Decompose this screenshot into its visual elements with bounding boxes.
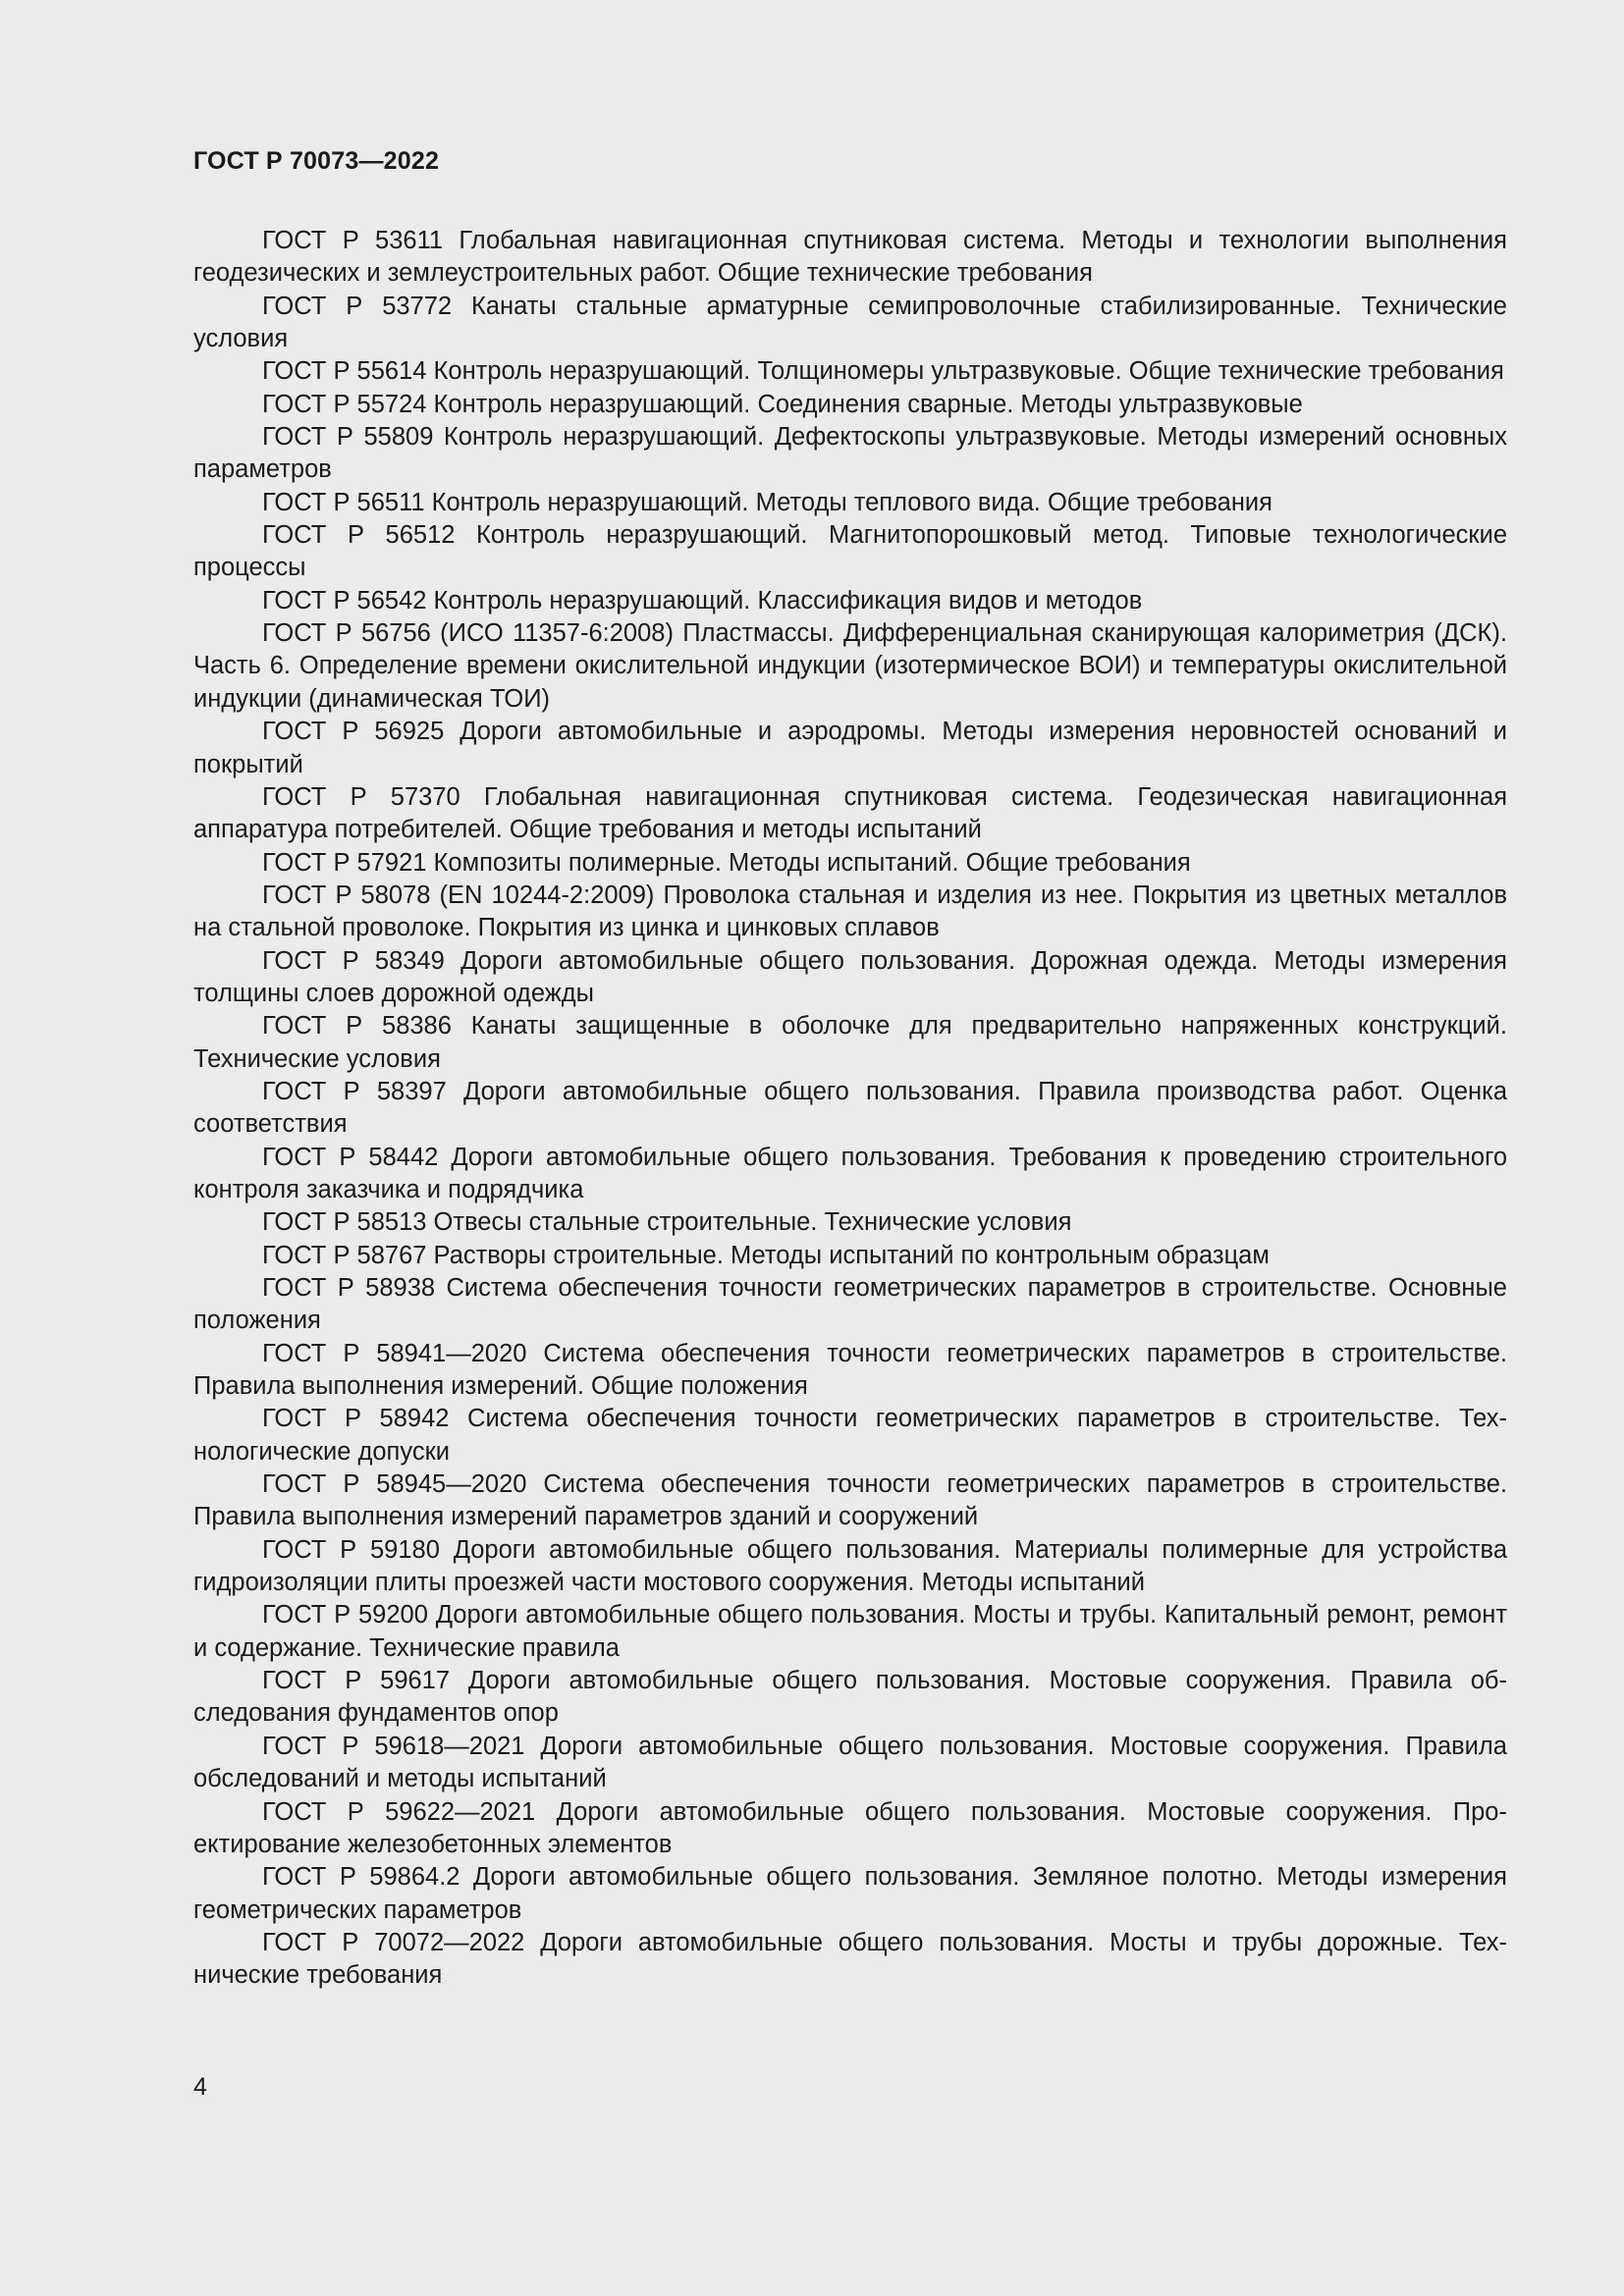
reference-item: ГОСТ Р 59864.2 Дороги автомобильные общего пользования. Земляное полотно. Методы измерения геометрических параметров (193, 1863, 1507, 1924)
reference-item: ГОСТ Р 58945—2020 Система обеспечения точности геометрических параметров в строительстве. Правила выполнения измерений параметров зданий и сооружений (193, 1470, 1507, 1531)
reference-item: ГОСТ Р 57370 Глобальная навигационная спутниковая система. Геодезическая навигационная аппаратура потребителей. Общие требования и методы испытаний (193, 782, 1507, 844)
reference-item: ГОСТ Р 59200 Дороги автомобильные общего пользования. Мосты и трубы. Капитальный ремонт, ремонт и содержание. Технические правила (193, 1601, 1507, 1662)
reference-item: ГОСТ Р 58442 Дороги автомобильные общего пользования. Требования к проведению строительного контроля заказчика и подрядчика (193, 1143, 1507, 1203)
document-code-header: ГОСТ Р 70073—2022 (193, 147, 440, 175)
normative-references-list (193, 225, 1507, 1993)
reference-item: ГОСТ Р 55724 Контроль неразрушающий. Соединения сварные. Методы ультразвуковые (262, 390, 1303, 418)
reference-item: ГОСТ Р 58397 Дороги автомобильные общего пользования. Правила производства работ. Оценка соответствия (193, 1077, 1507, 1139)
reference-item: ГОСТ Р 57921 Композиты полимерные. Методы испытаний. Общие требования (262, 848, 1191, 877)
reference-item: ГОСТ Р 56925 Дороги автомобильные и аэродромы. Методы измерения неровностей оснований и покрытий (193, 718, 1507, 778)
reference-item: ГОСТ Р 59617 Дороги автомобильные общего пользования. Мостовые сооружения. Правила обследования фундаментов опор (193, 1667, 1507, 1728)
reference-item: ГОСТ Р 58386 Канаты защищенные в оболочке для предварительно напряженных конструкций. Технические условия (193, 1012, 1507, 1073)
reference-item: ГОСТ Р 59618—2021 Дороги автомобильные общего пользования. Мостовые сооружения. Правила обследований и методы испытаний (193, 1732, 1507, 1793)
reference-item: ГОСТ Р 55809 Контроль неразрушающий. Дефектоскопы ультразвуковые. Методы измерений основных параметров (193, 423, 1507, 484)
reference-item: ГОСТ Р 59180 Дороги автомобильные общего пользования. Материалы полимерные для устройства гидроизоляции плиты проезжей части мостового сооружения. Методы испытаний (193, 1535, 1507, 1597)
reference-item: ГОСТ Р 58941—2020 Система обеспечения точности геометрических параметров в строительстве. Правила выполнения измерений. Общие положения (193, 1339, 1507, 1401)
reference-item: ГОСТ Р 58942 Система обеспечения точности геометрических параметров в строительстве. Технологические допуски (193, 1405, 1507, 1466)
reference-item: ГОСТ Р 58938 Система обеспечения точности геометрических параметров в строительстве. Основные положения (193, 1274, 1507, 1335)
reference-item: ГОСТ Р 53611 Глобальная навигационная спутниковая система. Методы и технологии выполнения геодезических и землеустроительных работ. Общие технические требования (193, 227, 1507, 288)
reference-item: ГОСТ Р 53772 Канаты стальные арматурные семипроволочные стабилизированные. Технические условия (193, 292, 1507, 353)
reference-item: ГОСТ Р 56756 (ИСО 11357-6:2008) Пластмассы. Дифференциальная сканирующая калориметрия (ДСК). Часть 6. Определение времени окислительной индукции (изотермическое ВОИ) и температуры окислительной индукции (динамическая ТОИ) (193, 619, 1507, 713)
reference-item: ГОСТ Р 59622—2021 Дороги автомобильные общего пользования. Мостовые сооружения. Проектирование железобетонных элементов (193, 1797, 1507, 1858)
reference-item: ГОСТ Р 58767 Растворы строительные. Методы испытаний по контрольным образцам (262, 1241, 1270, 1269)
page-number: 4 (193, 2073, 207, 2101)
reference-item: ГОСТ Р 55614 Контроль неразрушающий. Толщиномеры ультразвуковые. Общие технические требования (262, 357, 1504, 386)
reference-item: ГОСТ Р 58513 Отвесы стальные строительные. Технические условия (262, 1208, 1072, 1237)
reference-item: ГОСТ Р 56511 Контроль неразрушающий. Методы теплового вида. Общие требования (262, 488, 1272, 516)
reference-item: ГОСТ Р 56512 Контроль неразрушающий. Магнитопорошковый метод. Типовые технологические процессы (193, 521, 1507, 582)
reference-item: ГОСТ Р 70072—2022 Дороги автомобильные общего пользования. Мосты и трубы дорожные. Технические требования (193, 1928, 1507, 1990)
reference-item: ГОСТ Р 56542 Контроль неразрушающий. Классификация видов и методов (262, 586, 1143, 614)
reference-item: ГОСТ Р 58078 (EN 10244-2:2009) Проволока стальная и изделия из нее. Покрытия из цветных металлов на стальной проволоке. Покрытия из цинка и цинковых сплавов (193, 881, 1507, 942)
reference-item: ГОСТ Р 58349 Дороги автомобильные общего пользования. Дорожная одежда. Методы измерения толщины слоев дорожной одежды (193, 946, 1507, 1007)
